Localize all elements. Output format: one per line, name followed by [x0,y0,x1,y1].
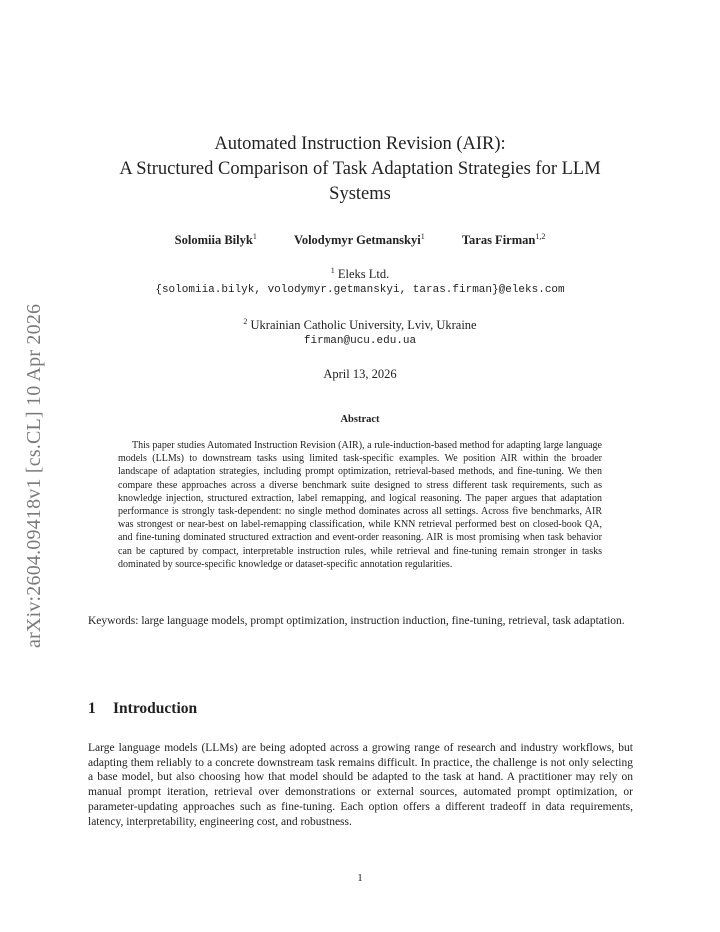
author-name: Solomiia Bilyk [174,233,253,248]
author-affiliation-mark: 1,2 [535,232,546,241]
title-line-1: Automated Instruction Revision (AIR): [214,134,506,154]
section-heading [88,700,632,718]
affiliation-email: {solomiia.bilyk, volodymyr.getmanskyi, taras.firman}@eleks.com [155,284,565,297]
affiliation-1 [88,263,632,298]
author-3 [462,233,546,247]
keywords: Keywords: large language models, prompt optimization, instruction induction, fine-tuning, retrieval, task adaptation. [88,615,625,627]
affiliation-name: $^1$ Eleks Ltd. [330,266,390,282]
affiliation-2 [88,314,632,349]
arxiv-identifier-text: arXiv:2604.09418v1 [cs.CL] 10 Apr 2026 [23,303,45,648]
title-line-2: A Structured Comparison of Task Adaptation Strategies for LLM [119,159,601,179]
introduction-paragraph: Large language models (LLMs) are being adopted across a growing range of research and industry workflows, but adapting them reliably to a concrete downstream task remains difficult. In practice, the challenge is not only selecting a base model, but also choosing how that model should be adapted to the task at hand. A practitioner may rely on manual prompt iteration, retrieval over demonstrations or external sources, automated prompt optimization, or parameter-updating approaches such as fine-tuning. Each option offers a different tradeoff in data requirements, latency, interpretability, engineering cost, and robustness. [88,742,633,828]
abstract-body: This paper studies Automated Instruction Revision (AIR), a rule-induction-based method for adapting large language models (LLMs) to downstream tasks using limited task-specific examples. We position AIR within the broader landscape of adaptation strategies, including prompt optimization, retrieval-based methods, and fine-tuning. We then compare these approaches across a diverse benchmark suite designed to stress different task requirements, such as knowledge injection, structured extraction, label remapping, and logical reasoning. The paper argues that adaptation performance is strongly task-dependent: no single method dominates across all settings. Across five benchmarks, AIR was strongest or near-best on label-remapping classification, while KNN retrieval performed best on closed-book QA, and fine-tuning dominated structured extraction and event-order reasoning. AIR is most promising when task behavior can be captured by compact, interpretable instruction rules, while retrieval and fine-tuning remain stronger in tasks dominated by source-specific knowledge or dataset-specific annotation regularities. [118,440,602,570]
affiliation-mark: 2 [243,317,248,326]
paper-title [88,132,632,207]
author-name: Taras Firman [461,233,536,248]
arxiv-margin-identifier [20,260,48,648]
publication-date: April 13, 2026 [323,367,397,381]
title-line-3: Systems [329,184,391,204]
author-affiliation-mark: 1 [252,232,257,241]
author-name: Volodymyr Getmanskyi [293,233,421,248]
affiliation-mark: 1 [330,266,335,275]
page-number: 1 [357,872,363,884]
affiliation-email: firman@ucu.edu.ua [303,335,417,348]
author-affiliation-mark: 1 [420,232,425,241]
section-number: 1 [88,700,96,717]
author-2 [294,233,425,247]
abstract-heading: Abstract [340,414,380,425]
section-title: Introduction [113,700,198,717]
author-list [88,232,632,248]
author-1 [175,233,257,247]
affiliation-name: $^2$ Ukrainian Catholic University, Lviv, Ukraine [243,317,477,333]
